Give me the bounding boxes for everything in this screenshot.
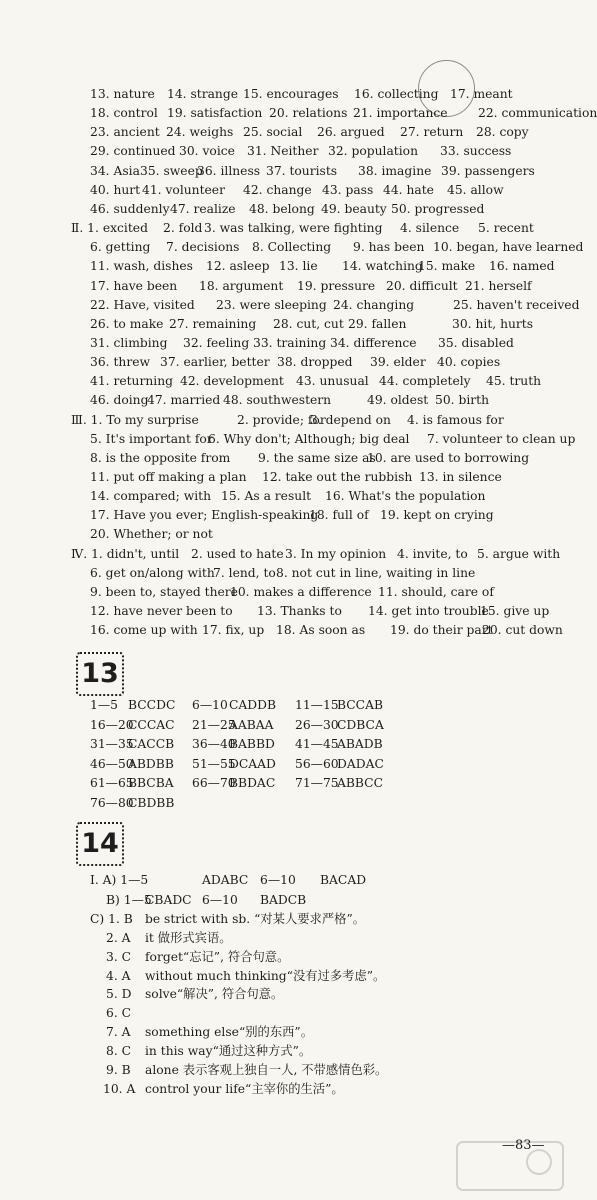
section_prev-cell: 31. climbing xyxy=(90,335,168,350)
section_prev-cell: 33. success xyxy=(440,144,512,159)
section_prev-cell: 14. get into trouble xyxy=(368,604,489,619)
section_prev-cell: 4. silence xyxy=(400,221,460,236)
section_prev-cell: 15. give up xyxy=(480,604,550,619)
section_prev-cell: 9. has been xyxy=(353,240,425,255)
section_prev-cell: 7. lend, to xyxy=(213,565,276,580)
section_prev-cell: 14. watching xyxy=(342,259,423,274)
section_prev-cell: 17. meant xyxy=(450,87,513,101)
section_prev-cell: 46. doing xyxy=(90,393,149,408)
section14-cell: in this way“通过这种方式”。 xyxy=(145,1044,312,1058)
section13-cell: CADDB xyxy=(229,698,277,712)
watermark-logo xyxy=(455,1140,565,1192)
section14-cell: it 做形式宾语。 xyxy=(145,931,232,945)
section_prev-cell: 22. Have, visited xyxy=(90,297,195,312)
section_prev-cell: 32. population xyxy=(328,144,418,159)
section_prev-cell: 3. In my opinion xyxy=(285,546,387,561)
section_prev-cell: 48. southwestern xyxy=(223,393,332,408)
section13-cell: DCAAD xyxy=(229,756,276,771)
section_prev-cell: 24. weighs xyxy=(166,125,234,140)
section_prev-cell: 4. is famous for xyxy=(407,412,504,427)
section14-cell: 6—10 xyxy=(202,893,238,907)
section_prev-cell: 17. have been xyxy=(90,278,178,293)
section_prev-cell: 8. not cut in line, waiting in line xyxy=(276,565,476,580)
section_prev-cell: 16. What's the population xyxy=(325,489,486,504)
section14-cell: 10. A xyxy=(103,1082,136,1096)
section_prev-cell: 28. copy xyxy=(476,125,529,140)
section_prev-cell: 10. makes a difference xyxy=(230,584,372,599)
section14-cell: 5. D xyxy=(106,987,132,1001)
section_prev-cell: 16. named xyxy=(489,259,555,274)
section_prev-cell: 9. the same size as xyxy=(258,450,376,465)
section13-cell: 66—70 xyxy=(192,776,236,790)
section14-cell: BACAD xyxy=(320,873,367,887)
section13-cell: CBDBB xyxy=(128,795,175,810)
section_prev-cell: 36. illness xyxy=(197,163,261,178)
section_prev-cell: 11. wash, dishes xyxy=(90,259,193,274)
section_prev-cell: 4. invite, to xyxy=(397,546,468,561)
section13-cell: CCCAC xyxy=(128,717,175,732)
section_prev-cell: 36. threw xyxy=(90,355,151,370)
section13-cell: ABDBB xyxy=(128,756,174,771)
section_prev-cell: 50. progressed xyxy=(391,201,485,216)
section_prev-cell: 3. was talking, were fighting xyxy=(204,221,383,236)
section_prev-cell: 30. hit, hurts xyxy=(452,316,534,331)
section13-cell: 6—10 xyxy=(192,698,228,712)
section_prev-cell: 42. development xyxy=(180,374,284,389)
section_prev-cell: 28. cut, cut xyxy=(273,316,344,331)
section_prev-cell: 15. encourages xyxy=(243,87,339,101)
section_prev-cell: 12. take out the rubbish xyxy=(262,470,413,484)
section_prev-cell: 38. imagine xyxy=(358,163,432,178)
section-14-marker: 14 xyxy=(76,822,124,866)
section_prev-cell: 12. asleep xyxy=(206,259,270,274)
section_prev-cell: 11. put off making a plan xyxy=(90,470,247,484)
section_prev-cell: 13. Thanks to xyxy=(257,604,342,619)
section_prev-cell: 27. remaining xyxy=(169,316,257,331)
section_prev-cell: 43. pass xyxy=(322,182,374,197)
section_prev-cell: Ⅲ. 1. To my surprise xyxy=(71,412,199,427)
section13-cell: 21—25 xyxy=(192,717,236,732)
section_prev-cell: 5. It's important for xyxy=(90,431,213,446)
section_prev-cell: 8. Collecting xyxy=(252,240,332,255)
section_prev-cell: 10. are used to borrowing xyxy=(367,450,530,465)
section_prev-cell: 34. Asia xyxy=(90,163,140,178)
section_prev-cell: 45. allow xyxy=(447,182,504,197)
section_prev-cell: 19. do their part xyxy=(390,623,493,638)
section_prev-cell: 18. full of xyxy=(309,508,369,523)
section14-cell: 6. C xyxy=(106,1006,132,1020)
section14-cell: CBADC xyxy=(145,893,192,907)
section_prev-cell: 25. social xyxy=(243,125,303,140)
section13-cell: BCCDC xyxy=(128,698,176,712)
section_prev-cell: 40. hurt xyxy=(90,182,141,197)
section_prev-cell: 23. ancient xyxy=(90,125,160,140)
section14-cell: 8. C xyxy=(106,1044,132,1058)
section_prev-cell: 39. elder xyxy=(370,355,426,370)
section_prev-cell: 37. earlier, better xyxy=(160,355,270,370)
section14-cell: something else“别的东西”。 xyxy=(145,1025,314,1039)
section_prev-cell: 20. difficult xyxy=(386,278,458,293)
section14-cell: 2. A xyxy=(106,931,131,945)
section_prev-cell: 22. communication xyxy=(478,106,597,121)
section_prev-cell: 17. Have you ever; English-speaking xyxy=(90,508,319,523)
section14-cell: 6—10 xyxy=(260,873,296,887)
section_prev-cell: 14. strange xyxy=(167,87,238,101)
section_prev-cell: 5. argue with xyxy=(477,546,561,561)
section_prev-cell: 26. argued xyxy=(317,125,385,140)
section_prev-cell: 2. provide; for xyxy=(237,412,326,427)
section13-cell: BCCAB xyxy=(337,698,383,712)
section14-cell: alone 表示客观上独自一人, 不带感情色彩。 xyxy=(145,1063,388,1077)
section_prev-cell: 44. hate xyxy=(383,182,434,197)
section_prev-cell: 29. fallen xyxy=(348,316,407,331)
section13-cell: BBDAC xyxy=(229,776,276,790)
section_prev-cell: 44. completely xyxy=(379,374,471,389)
section_prev-cell: 5. recent xyxy=(478,221,534,236)
section13-cell: DADAC xyxy=(337,756,384,771)
section_prev-cell: 43. unusual xyxy=(296,374,369,389)
section_prev-cell: 39. passengers xyxy=(441,163,535,178)
section_prev-cell: 35. disabled xyxy=(438,335,514,350)
section_prev-cell: 45. truth xyxy=(486,374,542,389)
section_prev-cell: 29. continued xyxy=(90,144,176,159)
section_prev-cell: 50. birth xyxy=(435,393,490,408)
section-13-marker: 13 xyxy=(76,652,124,696)
section13-cell: ABADB xyxy=(337,737,383,751)
section_prev-cell: 42. change xyxy=(243,182,312,197)
section13-cell: 1—5 xyxy=(90,698,118,712)
section_prev-cell: 49. beauty xyxy=(321,201,387,216)
section14-cell: ADABC xyxy=(202,873,249,887)
section_prev-cell: 27. return xyxy=(400,125,464,140)
section_prev-cell: 13. lie xyxy=(279,259,318,274)
section_prev-cell: 23. were sleeping xyxy=(216,297,327,312)
section_prev-cell: 19. pressure xyxy=(297,278,376,293)
section_prev-cell: 11. should, care of xyxy=(378,584,494,599)
section_prev-cell: 6. getting xyxy=(90,240,151,255)
section14-cell: 4. A xyxy=(106,969,131,983)
section_prev-cell: 37. tourists xyxy=(266,163,338,178)
section_prev-cell: 16. collecting xyxy=(354,87,439,101)
section14-cell: 9. B xyxy=(106,1063,131,1077)
section_prev-cell: 25. haven't received xyxy=(453,297,580,312)
section14-cell: control your life“主宰你的生活”。 xyxy=(145,1082,344,1096)
section13-cell: 26—30 xyxy=(295,717,339,732)
section13-cell: BBCBA xyxy=(128,776,174,790)
section_prev-cell: 12. have never been to xyxy=(90,604,233,619)
page-number: —83— xyxy=(502,1138,545,1153)
section_prev-cell: 7. decisions xyxy=(166,240,240,255)
section13-cell: 56—60 xyxy=(295,756,339,771)
section_prev-cell: 18. argument xyxy=(199,278,284,293)
section_prev-cell: 35. sweep xyxy=(140,163,203,178)
section14-cell: 3. C xyxy=(106,950,132,964)
section_prev-cell: 19. satisfaction xyxy=(167,106,263,121)
section14-cell: BADCB xyxy=(260,893,307,907)
section13-cell: 41—45 xyxy=(295,737,339,751)
section_prev-cell: 47. married xyxy=(147,393,221,408)
section13-cell: 76—80 xyxy=(90,795,134,810)
section_prev-cell: 14. compared; with xyxy=(90,489,212,504)
section_prev-cell: 18. control xyxy=(90,106,158,121)
section_prev-cell: 6. get on/along with xyxy=(90,565,215,580)
section_prev-cell: 16. come up with xyxy=(90,623,198,638)
section_prev-cell: 10. began, have learned xyxy=(433,240,584,255)
section13-cell: 31—35 xyxy=(90,737,134,751)
section_prev-cell: 46. suddenly xyxy=(90,201,170,216)
section13-cell: CDBCA xyxy=(337,717,384,732)
section_prev-cell: 31. Neither xyxy=(247,144,319,159)
section_prev-cell: 49. oldest xyxy=(367,393,429,408)
section_prev-cell: 15. make xyxy=(418,259,476,274)
section_prev-cell: 13. in silence xyxy=(419,470,502,484)
section_prev-cell: 21. importance xyxy=(353,106,448,121)
section14-cell: 7. A xyxy=(106,1025,131,1039)
section_prev-cell: 21. herself xyxy=(465,278,532,293)
section_prev-cell: 19. kept on crying xyxy=(380,508,494,523)
section_prev-cell: 47. realize xyxy=(170,201,236,216)
section_prev-cell: 20. relations xyxy=(269,106,348,121)
section_prev-cell: 2. used to hate xyxy=(191,546,284,561)
section13-cell: BABBD xyxy=(229,737,275,751)
section13-cell: 51—55 xyxy=(192,756,236,771)
section_prev-cell: Ⅳ. 1. didn't, until xyxy=(71,546,180,561)
section_prev-cell: 41. returning xyxy=(90,374,174,389)
section13-cell: CACCB xyxy=(128,737,175,751)
section_prev-cell: 38. dropped xyxy=(277,355,353,370)
section_prev-cell: 18. As soon as xyxy=(276,623,366,638)
section_prev-cell: 24. changing xyxy=(333,297,415,312)
section14-cell: C) 1. B xyxy=(90,912,133,926)
section13-cell: ABBCC xyxy=(337,776,383,790)
section13-cell: AABAA xyxy=(229,717,274,732)
section_prev-cell: 7. volunteer to clean up xyxy=(427,431,576,446)
section_prev-cell: 8. is the opposite from xyxy=(90,450,231,465)
section13-cell: 46—50 xyxy=(90,756,134,771)
section_prev-cell: 20. cut down xyxy=(482,623,563,638)
section13-cell: 16—20 xyxy=(90,717,134,732)
section_prev-cell: 15. As a result xyxy=(221,489,312,504)
section_prev-cell: 20. Whether; or not xyxy=(90,527,213,542)
section14-cell: forget“忘记”, 符合句意。 xyxy=(145,950,290,964)
section_prev-cell: 3. depend on xyxy=(310,412,391,427)
section13-cell: 36—40 xyxy=(192,737,236,751)
section_prev-cell: 34. difference xyxy=(330,335,417,350)
section_prev-cell: 17. fix, up xyxy=(202,623,265,638)
section13-cell: 71—75 xyxy=(295,776,339,790)
section_prev-cell: 48. belong xyxy=(249,201,315,216)
section13-cell: 11—15 xyxy=(295,698,339,712)
section_prev-cell: 13. nature xyxy=(90,87,155,101)
section14-cell: without much thinking“没有过多考虑”。 xyxy=(145,969,386,983)
section_prev-cell: 41. volunteer xyxy=(142,182,225,197)
section_prev-cell: Ⅱ. 1. excited xyxy=(71,221,148,236)
section14-cell: be strict with sb. “对某人要求严格”。 xyxy=(145,912,366,926)
section_prev-cell: 32. feeling xyxy=(183,335,250,350)
section_prev-cell: 26. to make xyxy=(90,316,164,331)
section_prev-cell: 30. voice xyxy=(179,144,235,159)
section_prev-cell: 6. Why don't; Although; big deal xyxy=(208,431,410,446)
section14-cell: Ⅰ. A) 1—5 xyxy=(90,873,149,887)
section13-cell: 61—65 xyxy=(90,776,134,790)
section14-cell: B) 1—5 xyxy=(106,893,152,907)
section_prev-cell: 2. fold xyxy=(163,221,203,236)
section_prev-cell: 33. training xyxy=(253,335,327,350)
section_prev-cell: 9. been to, stayed there xyxy=(90,584,238,599)
section_prev-cell: 40. copies xyxy=(437,355,501,370)
section14-cell: solve“解决”, 符合句意。 xyxy=(145,987,284,1001)
